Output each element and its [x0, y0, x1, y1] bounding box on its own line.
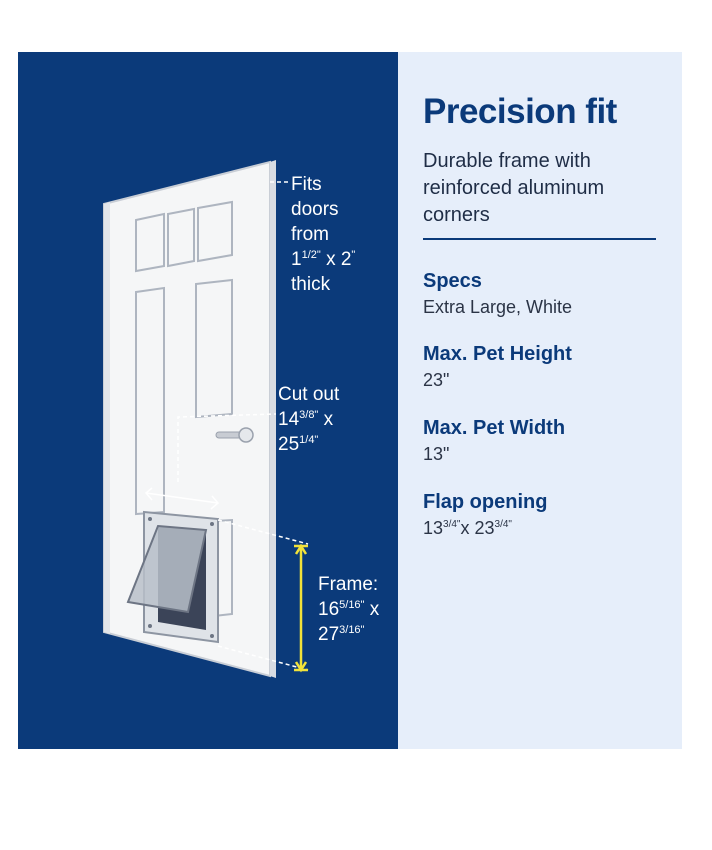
spec-value-max-pet-height: 23": [423, 370, 450, 390]
spec-label-max-pet-width: Max. Pet Width: [423, 417, 566, 439]
cutout-width: [278, 407, 339, 432]
flap-width-fraction: 3/4": [443, 519, 461, 530]
thickness-whole: 1: [291, 249, 302, 270]
door-thickness-callout: [291, 172, 355, 297]
frame-width-fraction: 5/16": [339, 599, 365, 611]
thickness-range: x 2: [326, 249, 352, 270]
flap-height-fraction: 3/4": [494, 519, 512, 530]
spec-value-max-pet-width: 13": [423, 444, 450, 464]
spec-label-max-pet-height: Max. Pet Height: [423, 343, 572, 365]
frame-label: Frame:: [318, 574, 379, 595]
spec-value-specs: Extra Large, White: [423, 297, 573, 317]
thickness-line-2: doors: [291, 199, 339, 220]
door-illustration-panel: [18, 52, 398, 749]
divider: [423, 238, 656, 240]
frame-height-whole: 27: [318, 624, 340, 645]
spec-panel: [398, 52, 682, 749]
cutout-width-fraction: 3/8": [299, 409, 319, 421]
cutout-callout: [278, 382, 339, 457]
thickness-inch-mark: ": [351, 249, 356, 261]
cutout-height-fraction: 1/4": [299, 434, 319, 446]
frame-height-fraction: 3/16": [339, 624, 365, 636]
frame-times: x: [369, 599, 380, 620]
cutout-height: [278, 432, 339, 457]
door-handle-rose: [239, 428, 253, 442]
cutout-height-whole: 25: [278, 434, 300, 455]
panel-subtitle: Durable frame with reinforced aluminum corners: [423, 150, 605, 226]
cutout-width-whole: 14: [278, 409, 300, 430]
door-edge: [270, 160, 276, 678]
cutout-label: Cut out: [278, 384, 340, 405]
product-card: [18, 52, 682, 749]
thickness-line-5: thick: [291, 274, 331, 295]
flap-width-whole: 13: [423, 518, 444, 538]
door-edge-left: [104, 202, 110, 634]
screw-2: [210, 522, 214, 526]
spec-value-flap-opening: [423, 518, 512, 539]
screw-1: [148, 517, 152, 521]
screw-3: [148, 624, 152, 628]
thickness-fraction: 1/2": [301, 249, 321, 261]
frame-width: [318, 597, 379, 622]
frame-callout: [318, 572, 379, 647]
spec-label-specs: Specs: [423, 270, 482, 292]
panel-title: Precision fit: [423, 92, 617, 131]
flap-height-whole: 23: [474, 518, 495, 538]
thickness-line-4: [291, 247, 355, 272]
cutout-times: x: [323, 409, 334, 430]
frame-width-whole: 16: [318, 599, 340, 620]
flap-times: x: [460, 518, 470, 538]
screw-4: [210, 634, 214, 638]
spec-label-flap-opening: Flap opening: [423, 491, 548, 513]
frame-height: [318, 622, 379, 647]
thickness-line-1: Fits: [291, 174, 322, 195]
thickness-line-3: from: [291, 224, 329, 245]
